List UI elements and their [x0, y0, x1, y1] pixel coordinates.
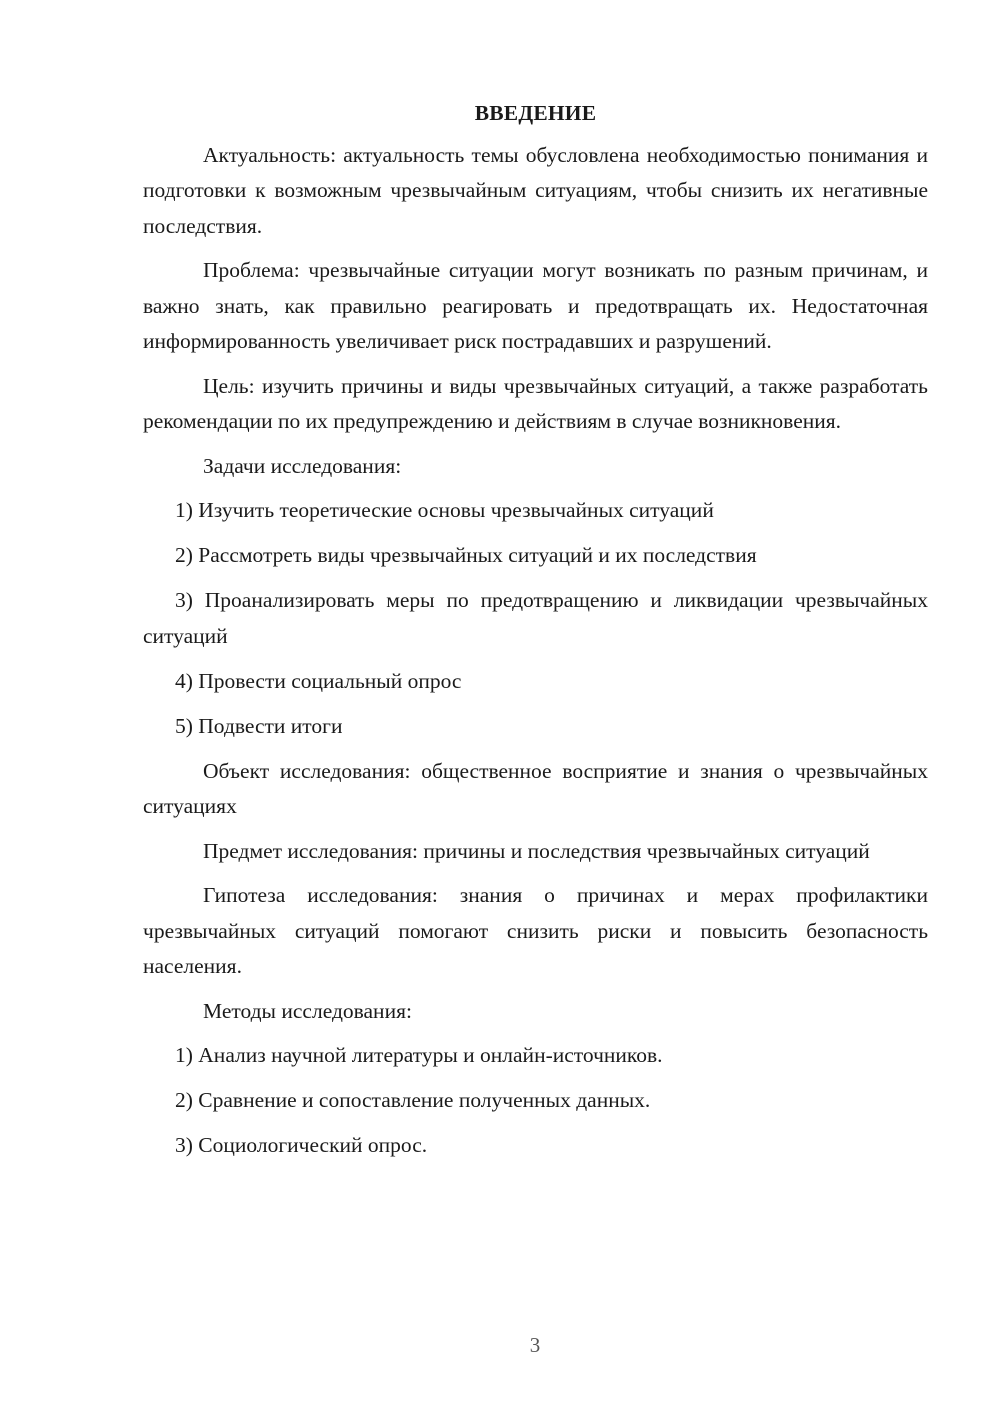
hypothesis-paragraph: Гипотеза исследования: знания о причинах и мерах профилактики чрезвычайных ситуаций помогают снизить риски и повысить безопасность населения.	[143, 883, 928, 978]
page-number: 3	[529, 1333, 541, 1357]
problem-paragraph: Проблема: чрезвычайные ситуации могут возникать по разным причинам, и важно знать, как правильно реагировать и предотвращать их. Недостаточная информированность увеличивает риск пострадавших и разрушений.	[143, 258, 928, 353]
tasks-heading: Задачи исследования:	[203, 453, 402, 478]
method-item: 2) Сравнение и сопоставление полученных данных.	[175, 1088, 651, 1112]
task-item: 2) Рассмотреть виды чрезвычайных ситуаций и их последствия	[175, 543, 757, 567]
method-item: 1) Анализ научной литературы и онлайн-источников.	[175, 1043, 663, 1067]
goal-paragraph: Цель: изучить причины и виды чрезвычайных ситуаций, а также разработать рекомендации по их предупреждению и действиям в случае возникновения.	[143, 373, 928, 433]
relevance-paragraph: Актуальность: актуальность темы обусловлена необходимостью понимания и подготовки к возможным чрезвычайным ситуациям, чтобы снизить их негативные последствия.	[143, 142, 928, 238]
task-item: 5) Подвести итоги	[175, 713, 343, 738]
document-title: ВВЕДЕНИЕ	[474, 101, 597, 125]
document-page	[143, 96, 928, 1173]
task-item: 4) Провести социальный опрос	[175, 668, 462, 693]
subject-paragraph: Предмет исследования: причины и последствия чрезвычайных ситуаций	[203, 838, 870, 863]
object-paragraph: Объект исследования: общественное восприятие и знания о чрезвычайных ситуациях	[143, 758, 928, 818]
method-item: 3) Социологический опрос.	[175, 1133, 428, 1157]
task-item: 3) Проанализировать меры по предотвращению и ликвидации чрезвычайных ситуаций	[143, 588, 928, 648]
methods-heading: Методы исследования:	[203, 998, 412, 1023]
task-item: 1) Изучить теоретические основы чрезвычайных ситуаций	[175, 498, 714, 522]
